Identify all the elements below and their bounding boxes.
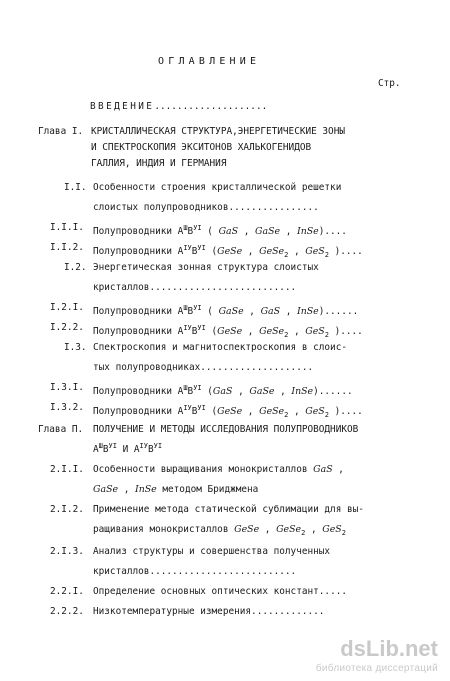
subsection-title-line-2: ращивания монокристаллов GeSe , GeSe$_2$ , GeS$_2$ [93, 524, 346, 537]
subsection-num: I.I.I. [50, 222, 84, 233]
subsection-entry: Низкотемпературные измерения............. [93, 606, 325, 617]
watermark-subtitle: библиотека диссертаций [315, 663, 438, 674]
subsection-num: I.2.I. [50, 302, 84, 313]
subsection-entry: Полупроводники $А^ШВ^{УI}$ ( GaSe , GaS , InSe)...... [93, 304, 359, 318]
section-title-line-1: Энергетическая зонная структура слоистых [93, 262, 319, 273]
subsection-num: I.3.I. [50, 382, 84, 393]
subsection-title-line-2: GaSe , InSe методом Бриджмена [93, 484, 259, 495]
section-title-line-2: тых полупроводниках.................... [93, 362, 314, 373]
subsection-entry: Полупроводники $А^{IУ}В^{УI}$ (GeSe , GeSe$_2$ , GeS$_2$ ).... [93, 324, 363, 339]
subsection-title-line-1: Особенности выращивания монокристаллов GaS , [93, 464, 344, 475]
subsection-entry: Полупроводники $А^{IУ}В^{УI}$ (GeSe , GeSe$_2$ , GeS$_2$ ).... [93, 404, 363, 419]
toc-title: ОГЛАВЛЕНИЕ [158, 56, 261, 67]
subsection-title-line-1: Применение метода статической сублимации для вы- [93, 504, 364, 515]
chapter-2-title-line-2: $А^ШВ^{УI}$ И $А^{IУ}В^{УI}$ [93, 442, 163, 456]
chapter-1-label: Глава I. [38, 126, 84, 137]
intro-dots: .................... [154, 101, 268, 112]
subsection-num: I.2.2. [50, 322, 84, 333]
section-title-line-1: Особенности строения кристаллической решетки [93, 182, 342, 193]
subsection-title-line-1: Анализ структуры и совершенства полученных [93, 546, 331, 557]
chapter-1-title-line-3: ГАЛЛИЯ, ИНДИЯ И ГЕРМАНИЯ [91, 158, 227, 169]
section-num: I.2. [64, 262, 87, 273]
intro-label: ВВЕДЕНИЕ [90, 101, 155, 112]
section-title-line-1: Спектроскопия и магнитоспектроскопия в слоис- [93, 342, 347, 353]
subsection-entry: Определение основных оптических констант..... [93, 586, 348, 597]
chapter-2-title-line-1: ПОЛУЧЕНИЕ И МЕТОДЫ ИССЛЕДОВАНИЯ ПОЛУПРОВОДНИКОВ [93, 424, 359, 435]
leader-dots: ..... [318, 586, 348, 597]
leader-dots: .................... [200, 362, 314, 373]
subsection-num: I.I.2. [50, 242, 84, 253]
watermark-logo: dsLib.net [340, 636, 438, 661]
subsection-title-line-2: кристаллов.......................... [93, 566, 297, 577]
leader-dots: .......................... [149, 566, 297, 577]
subsection-num: I.3.2. [50, 402, 84, 413]
section-title-line-2: слоистых полупроводников................ [93, 202, 319, 213]
leader-dots: ............. [251, 606, 325, 617]
section-num: I.I. [64, 182, 87, 193]
subsection-num: 2.I.3. [50, 546, 84, 557]
section-title-line-2: кристаллов.......................... [93, 282, 297, 293]
subsection-num: 2.I.I. [50, 464, 84, 475]
subsection-entry: Полупроводники $А^{IУ}В^{УI}$ (GeSe , GeSe$_2$ , GeS$_2$ ).... [93, 244, 363, 259]
section-num: I.3. [64, 342, 87, 353]
chapter-2-label: Глава П. [38, 424, 84, 435]
page-column-label: Стр. [378, 78, 401, 89]
subsection-entry: Полупроводники $А^ШВ^{УI}$ (GaS , GaSe , InSe)...... [93, 384, 353, 398]
leader-dots: ................ [228, 202, 319, 213]
subsection-num: 2.2.2. [50, 606, 84, 617]
subsection-num: 2.I.2. [50, 504, 84, 515]
subsection-num: 2.2.I. [50, 586, 84, 597]
chapter-1-title-line-1: КРИСТАЛЛИЧЕСКАЯ СТРУКТУРА,ЭНЕРГЕТИЧЕСКИЕ ЗОНЫ [91, 126, 345, 137]
subsection-entry: Полупроводники $А^ШВ^{УI}$ ( GaS , GaSe , InSe).... [93, 224, 347, 238]
leader-dots: .......................... [149, 282, 297, 293]
chapter-1-title-line-2: И СПЕКТРОСКОПИЯ ЭКСИТОНОВ ХАЛЬКОГЕНИДОВ [91, 142, 312, 153]
toc-entry-intro [90, 101, 267, 113]
